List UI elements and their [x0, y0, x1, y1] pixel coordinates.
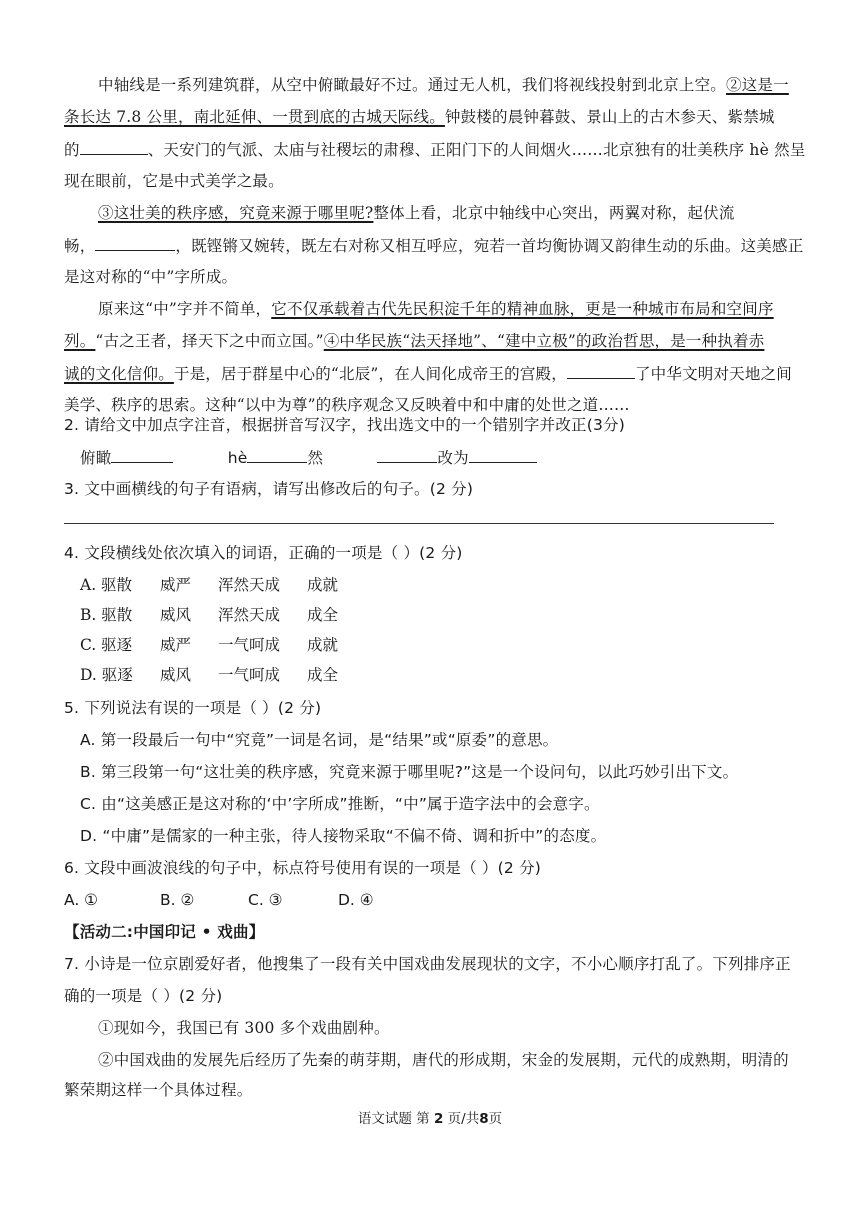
q6-stem: 6. 文段中画波浪线的句子中，标点符号使用有误的一项是（ ）(2 分) — [64, 859, 542, 877]
q7-stem-line2: 确的一项是（ ）(2 分) — [64, 987, 223, 1005]
q2-answers — [80, 446, 537, 469]
q2-answer-blank-2[interactable] — [247, 446, 307, 463]
underlined-sentence: ④中华民族“法天择地”、“建中立极”的政治哲思，是一种执着赤 — [323, 332, 765, 350]
passage-p2-line1 — [98, 202, 735, 224]
passage-p3-line4 — [64, 394, 630, 416]
passage-p3-line2 — [64, 330, 764, 352]
option-word: 威风 — [160, 666, 192, 684]
q6-option-d[interactable]: D. ④ — [338, 891, 374, 909]
footer-text: 语文试题 第 — [357, 1111, 430, 1127]
option-word: 成就 — [307, 636, 339, 654]
option-label: D. 驱逐 — [80, 666, 133, 684]
q2-answer-blank-3[interactable] — [377, 446, 437, 463]
underlined-sentence: ③这壮美的秩序感，究竟来源于哪里呢? — [98, 204, 374, 222]
q3-answer-line[interactable] — [64, 523, 774, 524]
option-word: 成全 — [307, 666, 339, 684]
text: 的 — [64, 141, 80, 159]
text: 钟鼓楼的晨钟暮鼓、景山上的古木参天、紫禁城 — [444, 108, 775, 126]
text: ，既铿锵又婉转，既左右对称又相互呼应，宛若一首均衡协调又韵律生动的乐曲。这美感正 — [175, 237, 804, 255]
page-number: 2 — [433, 1111, 444, 1127]
q2-word-3: 然 — [307, 449, 324, 467]
text: 原来这“中”字并不简单， — [98, 300, 272, 318]
passage-p1-line4 — [64, 170, 284, 192]
text: 畅， — [64, 237, 96, 255]
passage-p1-line1 — [98, 74, 789, 96]
q2-word-1: 俯瞰 — [80, 449, 112, 467]
q4-stem: 4. 文段横线处依次填入的词语，正确的一项是（ ）(2 分) — [64, 544, 463, 562]
q7-sentence-2-line1: ②中国戏曲的发展先后经历了先秦的萌芽期，唐代的形成期，宋金的发展期，元代的成熟期，明清的 — [98, 1051, 789, 1069]
q2-pinyin: hè — [227, 449, 248, 467]
text: 是这对称的“中”字所成。 — [64, 268, 238, 286]
q2-answer-blank-4[interactable] — [469, 446, 537, 463]
q2-word-4: 改为 — [437, 449, 469, 467]
q5-option-d[interactable]: D. “中庸”是儒家的一种主张，待人接物采取“不偏不倚、调和折中”的态度。 — [80, 827, 607, 845]
text: 现在眼前，它是中式美学之最。 — [64, 172, 284, 190]
footer-text: 页/共 — [447, 1111, 480, 1127]
text: 中轴线是一系列建筑群，从空中俯瞰最好不过。通过无人机，我们将视线投射到北京上空。 — [98, 76, 727, 94]
passage-p3-line3 — [64, 362, 792, 385]
passage-p3-line1 — [98, 298, 774, 320]
total-pages: 8 — [479, 1111, 489, 1127]
text: 于是，居于群星中心的“北辰”，在人间化成帝王的宫殿， — [173, 365, 567, 383]
footer-text: 页 — [488, 1111, 503, 1127]
underlined-sentence: 列。 — [64, 332, 96, 350]
q6-option-a[interactable]: A. ① — [64, 891, 99, 909]
underlined-sentence: 诚的文化信仰。 — [64, 365, 174, 383]
fill-blank-1[interactable] — [80, 138, 148, 155]
option-word: 威严 — [160, 636, 192, 654]
page-footer — [0, 1107, 860, 1127]
q6-option-b[interactable]: B. ② — [160, 891, 195, 909]
q5-option-a[interactable]: A. 第一段最后一句中“究竟”一词是名词，是“结果”或“原委”的意思。 — [80, 731, 559, 749]
q2-answer-blank-1[interactable] — [111, 446, 173, 463]
q5-stem: 5. 下列说法有误的一项是（ ）(2 分) — [64, 699, 322, 717]
q3-stem: 3. 文中画横线的句子有语病，请写出修改后的句子。(2 分) — [64, 480, 474, 498]
option-word: 成就 — [307, 576, 339, 594]
q2-stem: 2. 请给文中加点字注音，根据拼音写汉字，找出选文中的一个错别字并改正(3分) — [64, 416, 625, 434]
text: 、天安门的气派、太庙与社稷坛的肃穆、正阳门下的人间烟火……北京独有的壮美秩序 hè 然呈 — [147, 141, 806, 159]
q6-option-c[interactable]: C. ③ — [248, 891, 283, 909]
option-word: 浑然天成 — [218, 576, 281, 594]
text: “古之王者，择天下之中而立国。” — [95, 332, 324, 350]
option-label: B. 驱散 — [80, 606, 133, 624]
option-word: 一气呵成 — [218, 636, 281, 654]
option-label: A. 驱散 — [80, 576, 133, 594]
fill-blank-3[interactable] — [567, 362, 635, 379]
q5-option-c[interactable]: C. 由“这美感正是这对称的‘中’字所成”推断，“中”属于造字法中的会意字。 — [80, 795, 600, 813]
q7-sentence-2-line2: 繁荣期这样一个具体过程。 — [64, 1081, 253, 1099]
option-word: 威风 — [160, 606, 192, 624]
q7-sentence-1: ①现如今，我国已有 300 多个戏曲剧种。 — [98, 1019, 390, 1037]
option-word: 浑然天成 — [218, 606, 281, 624]
underlined-sentence: 它不仅承载着古代先民积淀千年的精神血脉，更是一种城市布局和空间序 — [271, 300, 774, 318]
text: 整体上看，北京中轴线中心突出，两翼对称，起伏流 — [373, 204, 735, 222]
underlined-sentence: 条长达 7.8 公里，南北延伸、一贯到底的古城天际线。 — [64, 108, 445, 126]
activity-2-title: 【活动二:中国印记 • 戏曲】 — [64, 923, 265, 941]
option-label: C. 驱逐 — [80, 636, 133, 654]
q5-option-b[interactable]: B. 第三段第一句“这壮美的秩序感，究竟来源于哪里呢?”这是一个设问句，以此巧妙引出下文。 — [80, 763, 739, 781]
option-word: 成全 — [307, 606, 339, 624]
passage-p2-line2 — [64, 234, 803, 257]
q7-stem-line1: 7. 小诗是一位京剧爱好者，他搜集了一段有关中国戏曲发展现状的文字，不小心顺序打乱了。下列排序正 — [64, 955, 791, 973]
text: 了中华文明对天地之间 — [634, 365, 792, 383]
fill-blank-2[interactable] — [95, 234, 175, 251]
option-word: 一气呵成 — [218, 666, 281, 684]
text: 美学、秩序的思索。这种“以中为尊”的秩序观念又反映着中和中庸的处世之道…… — [64, 396, 630, 414]
passage-p1-line3 — [64, 138, 806, 161]
option-word: 威严 — [160, 576, 192, 594]
passage-p1-line2 — [64, 106, 775, 128]
underlined-sentence: ②这是一 — [726, 76, 789, 94]
passage-p2-line3 — [64, 266, 237, 288]
